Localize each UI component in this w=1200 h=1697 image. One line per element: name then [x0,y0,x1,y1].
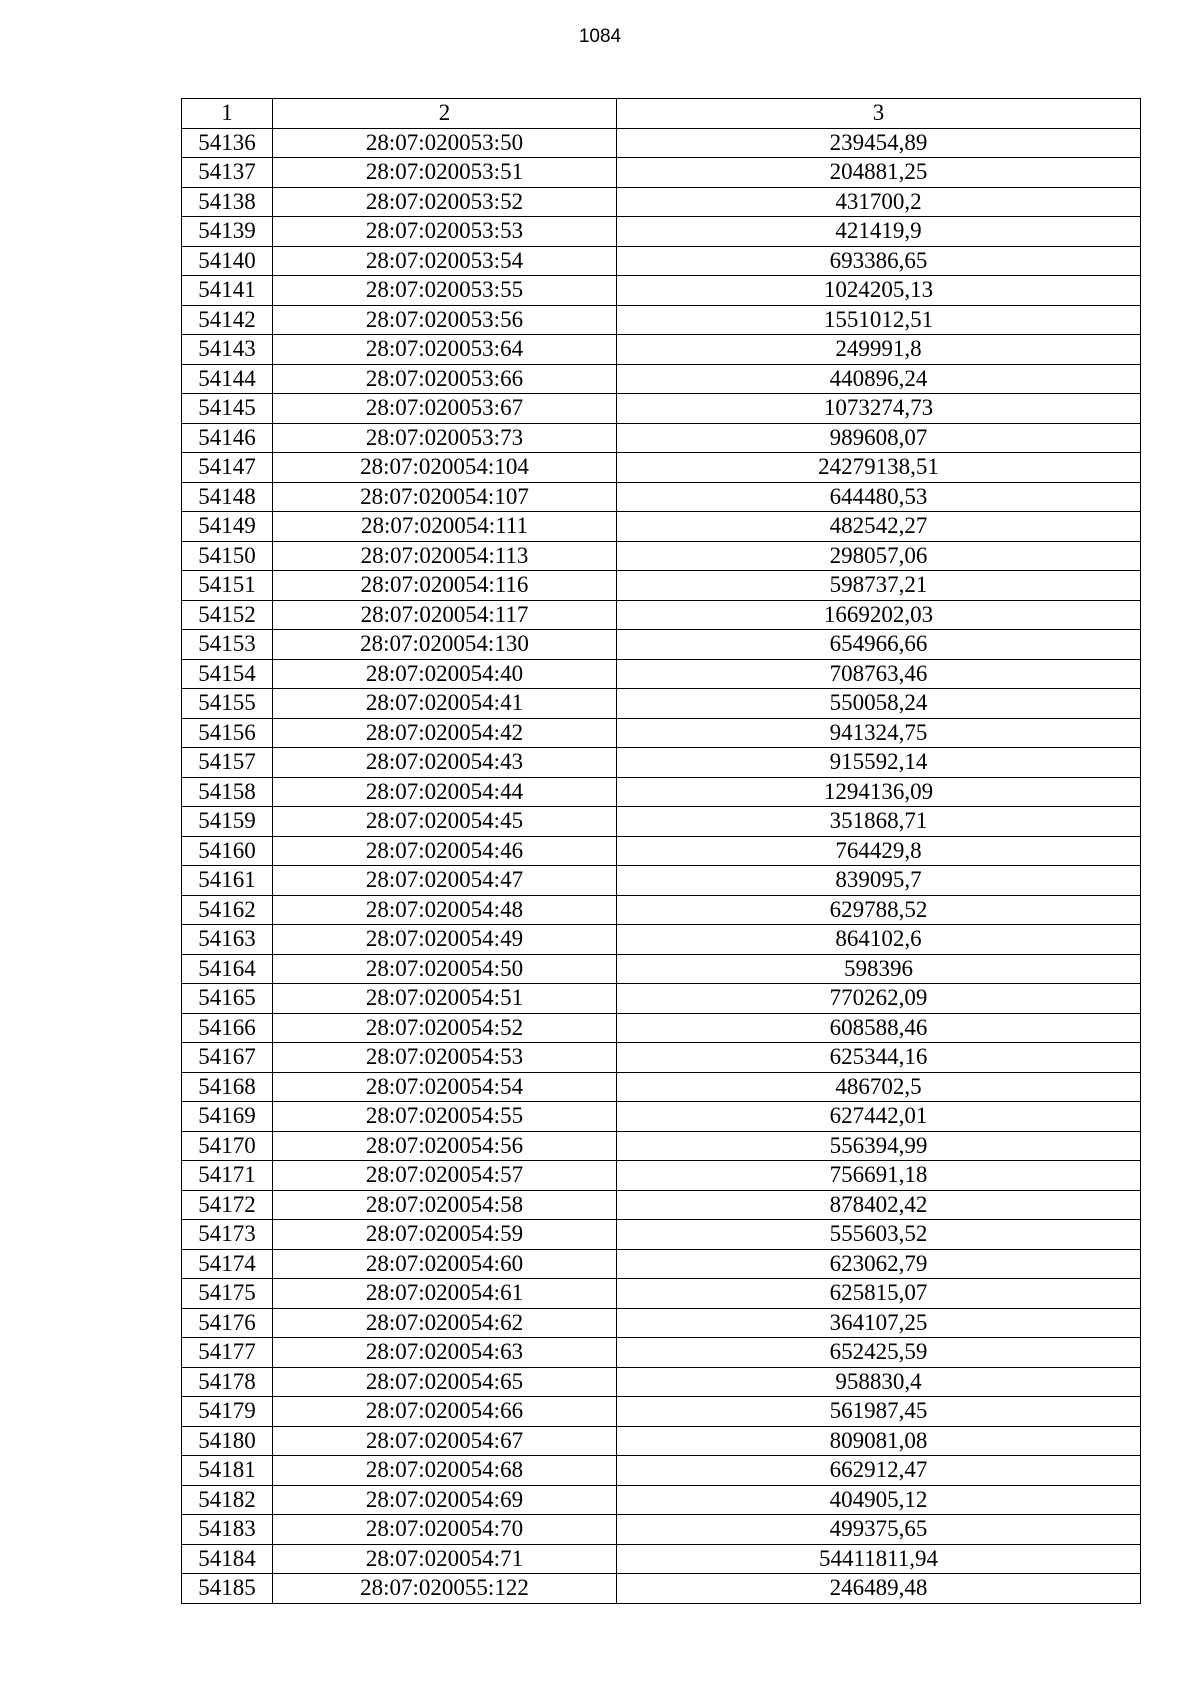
cadastral-number-cell: 28:07:020054:41 [273,689,617,719]
cadastral-number-cell: 28:07:020054:68 [273,1456,617,1486]
cadastral-number-cell: 28:07:020053:53 [273,217,617,247]
value-cell: 625815,07 [617,1279,1141,1309]
value-cell: 482542,27 [617,512,1141,542]
table-row [182,1279,1141,1309]
value-cell: 561987,45 [617,1397,1141,1427]
table-row [182,1338,1141,1368]
value-cell: 644480,53 [617,482,1141,512]
row-number-cell: 54150 [182,541,273,571]
value-cell: 431700,2 [617,187,1141,217]
value-cell: 404905,12 [617,1485,1141,1515]
table-row [182,689,1141,719]
cadastral-number-cell: 28:07:020054:40 [273,659,617,689]
table-row [182,1308,1141,1338]
table-row [182,659,1141,689]
table-row [182,364,1141,394]
cadastral-number-cell: 28:07:020053:54 [273,246,617,276]
table-row [182,1515,1141,1545]
row-number-cell: 54162 [182,895,273,925]
row-number-cell: 54140 [182,246,273,276]
value-cell: 608588,46 [617,1013,1141,1043]
cadastral-number-cell: 28:07:020054:107 [273,482,617,512]
data-table [181,98,1141,1604]
table-row [182,1102,1141,1132]
row-number-cell: 54144 [182,364,273,394]
table-row [182,718,1141,748]
cadastral-number-cell: 28:07:020054:47 [273,866,617,896]
value-cell: 246489,48 [617,1574,1141,1604]
cadastral-number-cell: 28:07:020053:51 [273,158,617,188]
cadastral-number-cell: 28:07:020054:62 [273,1308,617,1338]
row-number-cell: 54156 [182,718,273,748]
cadastral-number-cell: 28:07:020054:42 [273,718,617,748]
row-number-cell: 54185 [182,1574,273,1604]
cadastral-number-cell: 28:07:020054:61 [273,1279,617,1309]
table-row [182,1220,1141,1250]
cadastral-number-cell: 28:07:020054:49 [273,925,617,955]
cadastral-number-cell: 28:07:020054:48 [273,895,617,925]
row-number-cell: 54184 [182,1544,273,1574]
cadastral-number-cell: 28:07:020054:44 [273,777,617,807]
cadastral-number-cell: 28:07:020053:64 [273,335,617,365]
table-row [182,217,1141,247]
cadastral-number-cell: 28:07:020053:66 [273,364,617,394]
row-number-cell: 54168 [182,1072,273,1102]
table-row [182,453,1141,483]
row-number-cell: 54137 [182,158,273,188]
table-row [182,1456,1141,1486]
row-number-cell: 54164 [182,954,273,984]
cadastral-number-cell: 28:07:020054:51 [273,984,617,1014]
table-row [182,541,1141,571]
table-row [182,276,1141,306]
value-cell: 24279138,51 [617,453,1141,483]
header-row [182,99,1141,129]
row-number-cell: 54167 [182,1043,273,1073]
value-cell: 598396 [617,954,1141,984]
table-row [182,512,1141,542]
row-number-cell: 54171 [182,1161,273,1191]
row-number-cell: 54154 [182,659,273,689]
row-number-cell: 54169 [182,1102,273,1132]
value-cell: 941324,75 [617,718,1141,748]
table-row [182,1485,1141,1515]
cadastral-number-cell: 28:07:020053:56 [273,305,617,335]
row-number-cell: 54166 [182,1013,273,1043]
row-number-cell: 54146 [182,423,273,453]
table-row [182,571,1141,601]
table-row [182,777,1141,807]
value-cell: 764429,8 [617,836,1141,866]
cadastral-number-cell: 28:07:020053:67 [273,394,617,424]
value-cell: 249991,8 [617,335,1141,365]
row-number-cell: 54159 [182,807,273,837]
row-number-cell: 54163 [182,925,273,955]
row-number-cell: 54174 [182,1249,273,1279]
value-cell: 693386,65 [617,246,1141,276]
row-number-cell: 54172 [182,1190,273,1220]
value-cell: 629788,52 [617,895,1141,925]
cadastral-number-cell: 28:07:020054:54 [273,1072,617,1102]
table-header [182,99,1141,129]
row-number-cell: 54161 [182,866,273,896]
column-header-2: 2 [273,99,617,129]
cadastral-number-cell: 28:07:020054:58 [273,1190,617,1220]
value-cell: 555603,52 [617,1220,1141,1250]
row-number-cell: 54142 [182,305,273,335]
table-row [182,1013,1141,1043]
row-number-cell: 54179 [182,1397,273,1427]
table-row [182,807,1141,837]
value-cell: 708763,46 [617,659,1141,689]
row-number-cell: 54141 [182,276,273,306]
table-row [182,600,1141,630]
table-row [182,305,1141,335]
table-row [182,984,1141,1014]
cadastral-number-cell: 28:07:020054:43 [273,748,617,778]
table-row [182,1190,1141,1220]
row-number-cell: 54178 [182,1367,273,1397]
cadastral-number-cell: 28:07:020054:67 [273,1426,617,1456]
row-number-cell: 54148 [182,482,273,512]
cadastral-number-cell: 28:07:020054:71 [273,1544,617,1574]
table-body [182,128,1141,1603]
row-number-cell: 54160 [182,836,273,866]
row-number-cell: 54180 [182,1426,273,1456]
table-row [182,1397,1141,1427]
cadastral-number-cell: 28:07:020053:52 [273,187,617,217]
value-cell: 809081,08 [617,1426,1141,1456]
cadastral-number-cell: 28:07:020054:56 [273,1131,617,1161]
row-number-cell: 54175 [182,1279,273,1309]
value-cell: 989608,07 [617,423,1141,453]
value-cell: 598737,21 [617,571,1141,601]
value-cell: 239454,89 [617,128,1141,158]
value-cell: 625344,16 [617,1043,1141,1073]
table-row [182,1426,1141,1456]
value-cell: 556394,99 [617,1131,1141,1161]
cadastral-number-cell: 28:07:020054:57 [273,1161,617,1191]
value-cell: 421419,9 [617,217,1141,247]
cadastral-number-cell: 28:07:020054:116 [273,571,617,601]
table-row [182,630,1141,660]
cadastral-number-cell: 28:07:020054:46 [273,836,617,866]
table-row [182,423,1141,453]
table-row [182,1131,1141,1161]
table-row [182,128,1141,158]
table-row [182,394,1141,424]
table-row [182,246,1141,276]
value-cell: 1294136,09 [617,777,1141,807]
value-cell: 298057,06 [617,541,1141,571]
cadastral-number-cell: 28:07:020055:122 [273,1574,617,1604]
value-cell: 550058,24 [617,689,1141,719]
value-cell: 351868,71 [617,807,1141,837]
page-number: 1084 [578,26,622,47]
value-cell: 364107,25 [617,1308,1141,1338]
table-row [182,748,1141,778]
table-row [182,482,1141,512]
table-row [182,895,1141,925]
value-cell: 756691,18 [617,1161,1141,1191]
cadastral-number-cell: 28:07:020054:69 [273,1485,617,1515]
value-cell: 662912,47 [617,1456,1141,1486]
value-cell: 204881,25 [617,158,1141,188]
row-number-cell: 54143 [182,335,273,365]
row-number-cell: 54136 [182,128,273,158]
cadastral-number-cell: 28:07:020054:50 [273,954,617,984]
value-cell: 486702,5 [617,1072,1141,1102]
value-cell: 627442,01 [617,1102,1141,1132]
row-number-cell: 54181 [182,1456,273,1486]
table-row [182,1367,1141,1397]
row-number-cell: 54139 [182,217,273,247]
cadastral-number-cell: 28:07:020054:53 [273,1043,617,1073]
cadastral-number-cell: 28:07:020054:59 [273,1220,617,1250]
row-number-cell: 54155 [182,689,273,719]
cadastral-number-cell: 28:07:020053:55 [273,276,617,306]
cadastral-number-cell: 28:07:020054:66 [273,1397,617,1427]
cadastral-number-cell: 28:07:020054:117 [273,600,617,630]
table-row [182,925,1141,955]
table-row [182,158,1141,188]
table-row [182,954,1141,984]
value-cell: 839095,7 [617,866,1141,896]
row-number-cell: 54183 [182,1515,273,1545]
value-cell: 654966,66 [617,630,1141,660]
table-row [182,836,1141,866]
row-number-cell: 54157 [182,748,273,778]
cadastral-number-cell: 28:07:020054:45 [273,807,617,837]
cadastral-number-cell: 28:07:020054:60 [273,1249,617,1279]
row-number-cell: 54138 [182,187,273,217]
row-number-cell: 54182 [182,1485,273,1515]
value-cell: 915592,14 [617,748,1141,778]
cadastral-number-cell: 28:07:020054:52 [273,1013,617,1043]
value-cell: 440896,24 [617,364,1141,394]
cadastral-number-cell: 28:07:020054:65 [273,1367,617,1397]
row-number-cell: 54145 [182,394,273,424]
row-number-cell: 54173 [182,1220,273,1250]
row-number-cell: 54158 [182,777,273,807]
cadastral-number-cell: 28:07:020054:111 [273,512,617,542]
value-cell: 1669202,03 [617,600,1141,630]
table-row [182,1161,1141,1191]
value-cell: 499375,65 [617,1515,1141,1545]
value-cell: 770262,09 [617,984,1141,1014]
value-cell: 958830,4 [617,1367,1141,1397]
table-row [182,1574,1141,1604]
row-number-cell: 54170 [182,1131,273,1161]
cadastral-number-cell: 28:07:020054:70 [273,1515,617,1545]
value-cell: 878402,42 [617,1190,1141,1220]
cadastral-number-cell: 28:07:020053:73 [273,423,617,453]
value-cell: 1073274,73 [617,394,1141,424]
row-number-cell: 54152 [182,600,273,630]
row-number-cell: 54176 [182,1308,273,1338]
value-cell: 623062,79 [617,1249,1141,1279]
cadastral-number-cell: 28:07:020054:130 [273,630,617,660]
row-number-cell: 54153 [182,630,273,660]
table-row [182,335,1141,365]
row-number-cell: 54149 [182,512,273,542]
cadastral-number-cell: 28:07:020054:113 [273,541,617,571]
table-row [182,187,1141,217]
table-row [182,866,1141,896]
value-cell: 1551012,51 [617,305,1141,335]
row-number-cell: 54147 [182,453,273,483]
row-number-cell: 54151 [182,571,273,601]
cadastral-number-cell: 28:07:020054:104 [273,453,617,483]
table-row [182,1072,1141,1102]
cadastral-number-cell: 28:07:020054:63 [273,1338,617,1368]
column-header-3: 3 [617,99,1141,129]
value-cell: 1024205,13 [617,276,1141,306]
row-number-cell: 54177 [182,1338,273,1368]
table-row [182,1544,1141,1574]
value-cell: 54411811,94 [617,1544,1141,1574]
cadastral-number-cell: 28:07:020054:55 [273,1102,617,1132]
row-number-cell: 54165 [182,984,273,1014]
table-row [182,1043,1141,1073]
value-cell: 652425,59 [617,1338,1141,1368]
value-cell: 864102,6 [617,925,1141,955]
column-header-1: 1 [182,99,273,129]
table-row [182,1249,1141,1279]
cadastral-number-cell: 28:07:020053:50 [273,128,617,158]
